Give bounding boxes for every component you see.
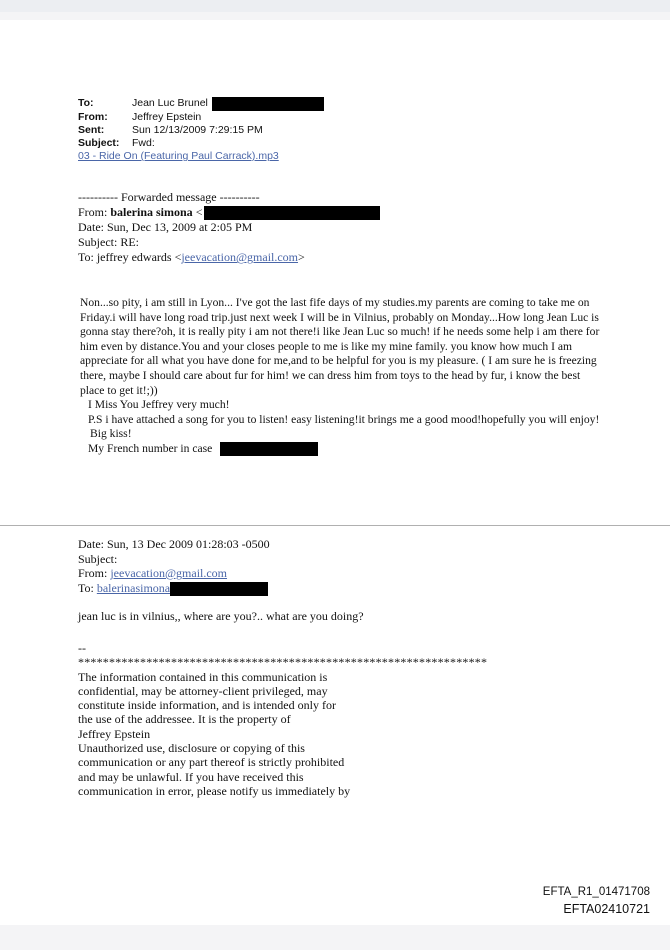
bates-number-2: EFTA02410721: [563, 902, 650, 916]
notice-line: the use of the addressee. It is the property of: [78, 712, 291, 727]
attachment-link[interactable]: 03 - Ride On (Featuring Paul Carrack).mp3: [78, 150, 279, 162]
notice-line: constitute inside information, and is intended only for: [78, 698, 336, 713]
forward-date: Date: Sun, Dec 13, 2009 at 2:05 PM: [78, 220, 253, 235]
message-line: I Miss You Jeffrey very much!: [88, 398, 230, 412]
notice-line: Jeffrey Epstein: [78, 726, 151, 741]
reply-to-email[interactable]: balerinasimona: [96, 580, 171, 595]
forward-to-suffix: >: [298, 250, 305, 265]
reply-from-email[interactable]: jeevacation@gmail.com: [110, 566, 228, 580]
forward-from-label: From:: [78, 205, 108, 219]
reply-header: [78, 537, 270, 596]
notice-line: communication in error, please notify us immediately by: [78, 783, 351, 798]
sent-value: Sun 12/13/2009 7:29:15 PM: [132, 124, 263, 136]
forward-subject: Subject: RE:: [78, 235, 139, 250]
signature-dashes: --: [78, 641, 86, 655]
notice-line: confidential, may be attorney-client privileged, may: [78, 683, 328, 698]
forward-to: [78, 250, 380, 265]
notice-line: communication or any part thereof is strictly prohibited: [78, 755, 345, 770]
to-label: To:: [78, 97, 94, 109]
redaction-box: [212, 97, 324, 111]
to-value: Jean Luc Brunel: [132, 97, 208, 109]
phone-label: My French number in case: [88, 441, 213, 455]
bates-number-1: EFTA_R1_01471708: [542, 886, 650, 898]
attachment-row: [78, 150, 324, 163]
redaction-box: [170, 582, 268, 596]
message-line: Big kiss!: [90, 427, 132, 441]
subject-row: [78, 137, 324, 150]
reply-subject: Subject:: [78, 551, 118, 566]
forward-to-prefix: To: jeffrey edwards <: [78, 250, 182, 265]
message-paragraph: Non...so pity, i am still in Lyon... I've got the last fife days of my studies.my parents are coming to take me on Friday.i will have long road trip.just next week I will be in Vilnius, probably on Monday...How long Jean Luc is gonna stay there?oh, it is really pity i am not there!i like Jean Luc so much! if he needs some help i am there for him even by distance.You and your closes people to me is like my mine family. you know how much I am appreciate for all what you have done for me,and to be helpful for you is my pleasure. ( I am sure he is freezing there, maybe I should care about fur for him! we can dress him from toys to the head by fur, i know the best place to get it!;)): [80, 296, 600, 397]
message-body: [80, 296, 600, 457]
forward-from-name: balerina simona: [110, 205, 193, 219]
subject-value: Fwd:: [132, 137, 155, 149]
forward-to-email[interactable]: jeevacation@gmail.com: [181, 250, 299, 265]
message-line: [80, 442, 600, 457]
top-band: [0, 0, 670, 12]
reply-to-label: To:: [78, 580, 94, 595]
redaction-box: [220, 442, 318, 456]
notice-line: Unauthorized use, disclosure or copying of this: [78, 741, 305, 756]
notice-line: The information contained in this communication is: [78, 669, 328, 684]
redaction-box: [204, 206, 380, 220]
reply-from-label: From:: [78, 566, 108, 580]
sent-row: [78, 124, 324, 137]
reply-to: [78, 581, 270, 596]
from-label: From:: [78, 111, 108, 123]
forward-separator: ---------- Forwarded message ----------: [78, 190, 260, 204]
subject-label: Subject:: [78, 137, 120, 149]
signature-stars: ******************************************************************: [78, 655, 488, 670]
forward-from-suffix: <: [195, 205, 203, 219]
to-row: [78, 97, 324, 111]
sent-label: Sent:: [78, 124, 105, 136]
from-value: Jeffrey Epstein: [132, 111, 202, 123]
reply-message: jean luc is in vilnius,, where are you?.. what are you doing?: [78, 609, 364, 623]
reply-from: [78, 566, 270, 581]
from-row: [78, 111, 324, 124]
forward-from: [78, 205, 380, 220]
reply-date: Date: Sun, 13 Dec 2009 01:28:03 -0500: [78, 537, 270, 551]
section-divider: [0, 525, 670, 526]
forwarded-header: [78, 190, 380, 265]
notice-line: and may be unlawful. If you have received this: [78, 769, 304, 784]
message-line: P.S i have attached a song for you to listen! easy listening!it brings me a good mood!hopefully you will enjoy!: [88, 412, 600, 426]
confidentiality-notice: [78, 641, 498, 798]
email-header: [78, 97, 324, 163]
